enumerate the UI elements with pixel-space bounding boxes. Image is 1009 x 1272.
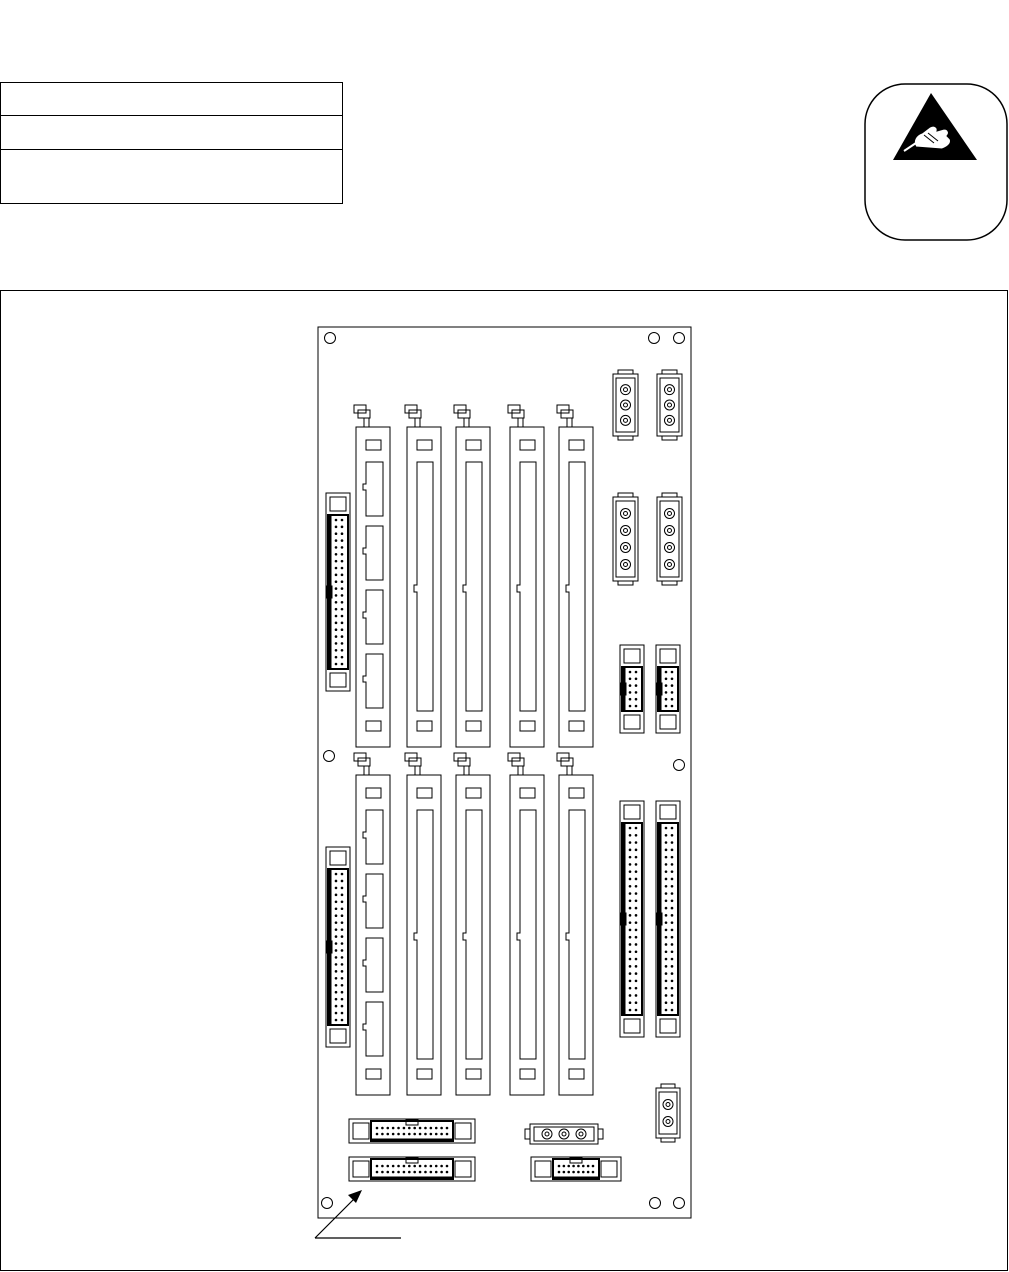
- upper-slot-3: [454, 405, 490, 747]
- header-row-1: [1, 83, 342, 116]
- right-header-long-1: [620, 801, 644, 1037]
- upper-slot-4: [508, 405, 544, 747]
- power-plug-2: [657, 370, 682, 440]
- lower-slot-5: [557, 753, 593, 1095]
- upper-slot-2: [405, 405, 441, 747]
- upper-slot-5: [557, 405, 593, 747]
- lower-slot-1: [354, 753, 390, 1095]
- lower-slot-3: [454, 753, 490, 1095]
- right-header-long-2: [656, 801, 680, 1037]
- power-plug-5: [656, 1084, 680, 1142]
- lower-slot-2: [405, 753, 441, 1095]
- header-table: [0, 82, 343, 204]
- lower-slot-4: [508, 753, 544, 1095]
- header-row-2: [1, 116, 342, 150]
- header-row-3: [1, 150, 342, 204]
- right-header-small-1: [620, 645, 644, 733]
- bottom-header-1: [349, 1119, 475, 1143]
- left-header-upper: [326, 493, 350, 691]
- upper-slot-1: [354, 405, 390, 747]
- power-plug-horizontal: [525, 1124, 603, 1144]
- power-plug-3: [613, 493, 638, 585]
- bottom-header-2: [349, 1157, 475, 1181]
- backplane-figure: [0, 290, 1009, 1272]
- right-header-small-2: [656, 645, 680, 733]
- left-header-lower: [326, 847, 350, 1047]
- power-plug-4: [657, 493, 682, 585]
- power-plug-1: [613, 370, 638, 440]
- bottom-header-3: [531, 1157, 621, 1181]
- esd-warning-icon: [864, 83, 1008, 241]
